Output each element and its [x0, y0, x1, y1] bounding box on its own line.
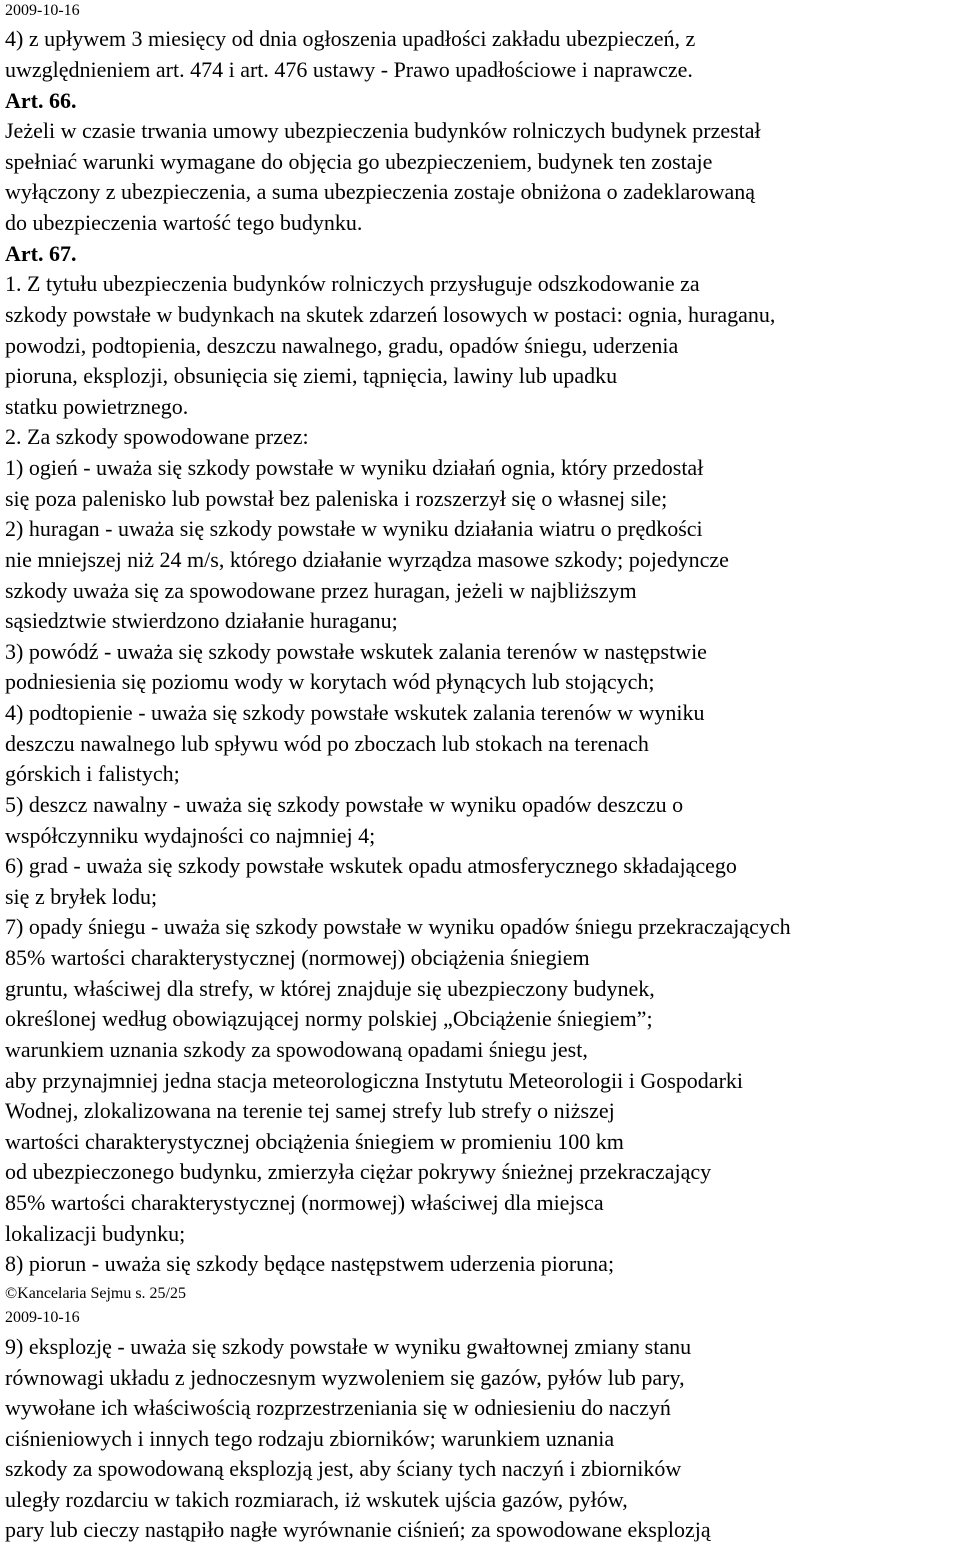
- text-line: 8) piorun - uważa się szkody będące następstwem uderzenia pioruna;: [5, 1251, 615, 1276]
- text-line: równowagi układu z jednoczesnym wyzwoleniem się gazów, pyłów lub pary,: [5, 1365, 685, 1390]
- text-line: 4) z upływem 3 miesięcy od dnia ogłoszenia upadłości zakładu ubezpieczeń, z: [5, 26, 696, 51]
- text-line: wywołane ich właściwością rozprzestrzeniania się w odniesieniu do naczyń: [5, 1395, 671, 1420]
- text-line: się z bryłek lodu;: [5, 884, 158, 909]
- text-line: 5) deszcz nawalny - uważa się szkody powstałe w wyniku opadów deszczu o: [5, 792, 684, 817]
- text-line: 4) podtopienie - uważa się szkody powstałe wskutek zalania terenów w wyniku: [5, 700, 705, 725]
- text-line: pioruna, eksplozji, obsunięcia się ziemi, tąpnięcia, lawiny lub upadku: [5, 363, 618, 388]
- text-line: 85% wartości charakterystycznej (normowej) obciążenia śniegiem: [5, 945, 590, 970]
- text-line: określonej według obowiązującej normy polskiej „Obciążenie śniegiem”;: [5, 1006, 653, 1031]
- text-line: wyłączony z ubezpieczenia, a suma ubezpieczenia zostaje obniżona o zadeklarowaną: [5, 179, 756, 204]
- text-line: szkody uważa się za spowodowane przez huragan, jeżeli w najbliższym: [5, 578, 637, 603]
- text-line: od ubezpieczonego budynku, zmierzyła ciężar pokrywy śnieżnej przekraczający: [5, 1159, 712, 1184]
- text-line: do ubezpieczenia wartość tego budynku.: [5, 210, 363, 235]
- text-line: podniesienia się poziomu wody w korytach wód płynących lub stojących;: [5, 669, 655, 694]
- text-line: uwzględnieniem art. 474 i art. 476 ustawy - Prawo upadłościowe i naprawcze.: [5, 57, 693, 82]
- text-line: współczynniku wydajności co najmniej 4;: [5, 823, 376, 848]
- text-line: nie mniejszej niż 24 m/s, którego działanie wyrządza masowe szkody; pojedyncze: [5, 547, 729, 572]
- text-line: 6) grad - uważa się szkody powstałe wskutek opadu atmosferycznego składającego: [5, 853, 737, 878]
- text-line: gruntu, właściwej dla strefy, w której znajduje się ubezpieczony budynek,: [5, 976, 655, 1001]
- article-heading: Art. 66.: [5, 88, 77, 113]
- text-line: warunkiem uznania szkody za spowodowaną opadami śniegu jest,: [5, 1037, 588, 1062]
- text-line: lokalizacji budynku;: [5, 1221, 186, 1246]
- text-line: ciśnieniowych i innych tego rodzaju zbiorników; warunkiem uznania: [5, 1426, 615, 1451]
- text-line: 3) powódź - uważa się szkody powstałe wskutek zalania terenów w następstwie: [5, 639, 707, 664]
- text-line: Wodnej, zlokalizowana na terenie tej samej strefy lub strefy o niższej: [5, 1098, 615, 1123]
- article-heading: Art. 67.: [5, 241, 77, 266]
- text-line: aby przynajmniej jedna stacja meteorologiczna Instytutu Meteorologii i Gospodarki: [5, 1068, 744, 1093]
- page-date: 2009-10-16: [5, 2, 80, 19]
- page-footer: ©Kancelaria Sejmu s. 25/25: [5, 1285, 186, 1302]
- text-line: Jeżeli w czasie trwania umowy ubezpieczenia budynków rolniczych budynek przestał: [5, 118, 761, 143]
- text-line: 1. Z tytułu ubezpieczenia budynków rolniczych przysługuje odszkodowanie za: [5, 271, 700, 296]
- text-line: 7) opady śniegu - uważa się szkody powstałe w wyniku opadów śniegu przekraczających: [5, 914, 791, 939]
- text-line: szkody powstałe w budynkach na skutek zdarzeń losowych w postaci: ognia, huraganu,: [5, 302, 776, 327]
- text-line: powodzi, podtopienia, deszczu nawalnego, gradu, opadów śniegu, uderzenia: [5, 333, 679, 358]
- text-line: 1) ogień - uważa się szkody powstałe w wyniku działań ognia, który przedostał: [5, 455, 704, 480]
- text-line: deszczu nawalnego lub spływu wód po zboczach lub stokach na terenach: [5, 731, 649, 756]
- text-line: statku powietrznego.: [5, 394, 189, 419]
- text-line: 85% wartości charakterystycznej (normowej) właściwej dla miejsca: [5, 1190, 604, 1215]
- page-date: 2009-10-16: [5, 1309, 80, 1326]
- text-line: sąsiedztwie stwierdzono działanie huraganu;: [5, 608, 398, 633]
- text-line: spełniać warunki wymagane do objęcia go ubezpieczeniem, budynek ten zostaje: [5, 149, 713, 174]
- text-line: pary lub cieczy nastąpiło nagłe wyrównanie ciśnień; za spowodowane eksplozją: [5, 1517, 711, 1542]
- text-line: 9) eksplozję - uważa się szkody powstałe w wyniku gwałtownej zmiany stanu: [5, 1334, 692, 1359]
- text-line: uległy rozdarciu w takich rozmiarach, iż wskutek ujścia gazów, pyłów,: [5, 1487, 628, 1512]
- text-line: szkody za spowodowaną eksplozją jest, aby ściany tych naczyń i zbiorników: [5, 1456, 682, 1481]
- text-line: 2) huragan - uważa się szkody powstałe w wyniku działania wiatru o prędkości: [5, 516, 703, 541]
- text-line: wartości charakterystycznej obciążenia śniegiem w promieniu 100 km: [5, 1129, 624, 1154]
- text-line: górskich i falistych;: [5, 761, 180, 786]
- text-line: 2. Za szkody spowodowane przez:: [5, 424, 309, 449]
- text-line: się poza palenisko lub powstał bez paleniska i rozszerzył się o własnej sile;: [5, 486, 668, 511]
